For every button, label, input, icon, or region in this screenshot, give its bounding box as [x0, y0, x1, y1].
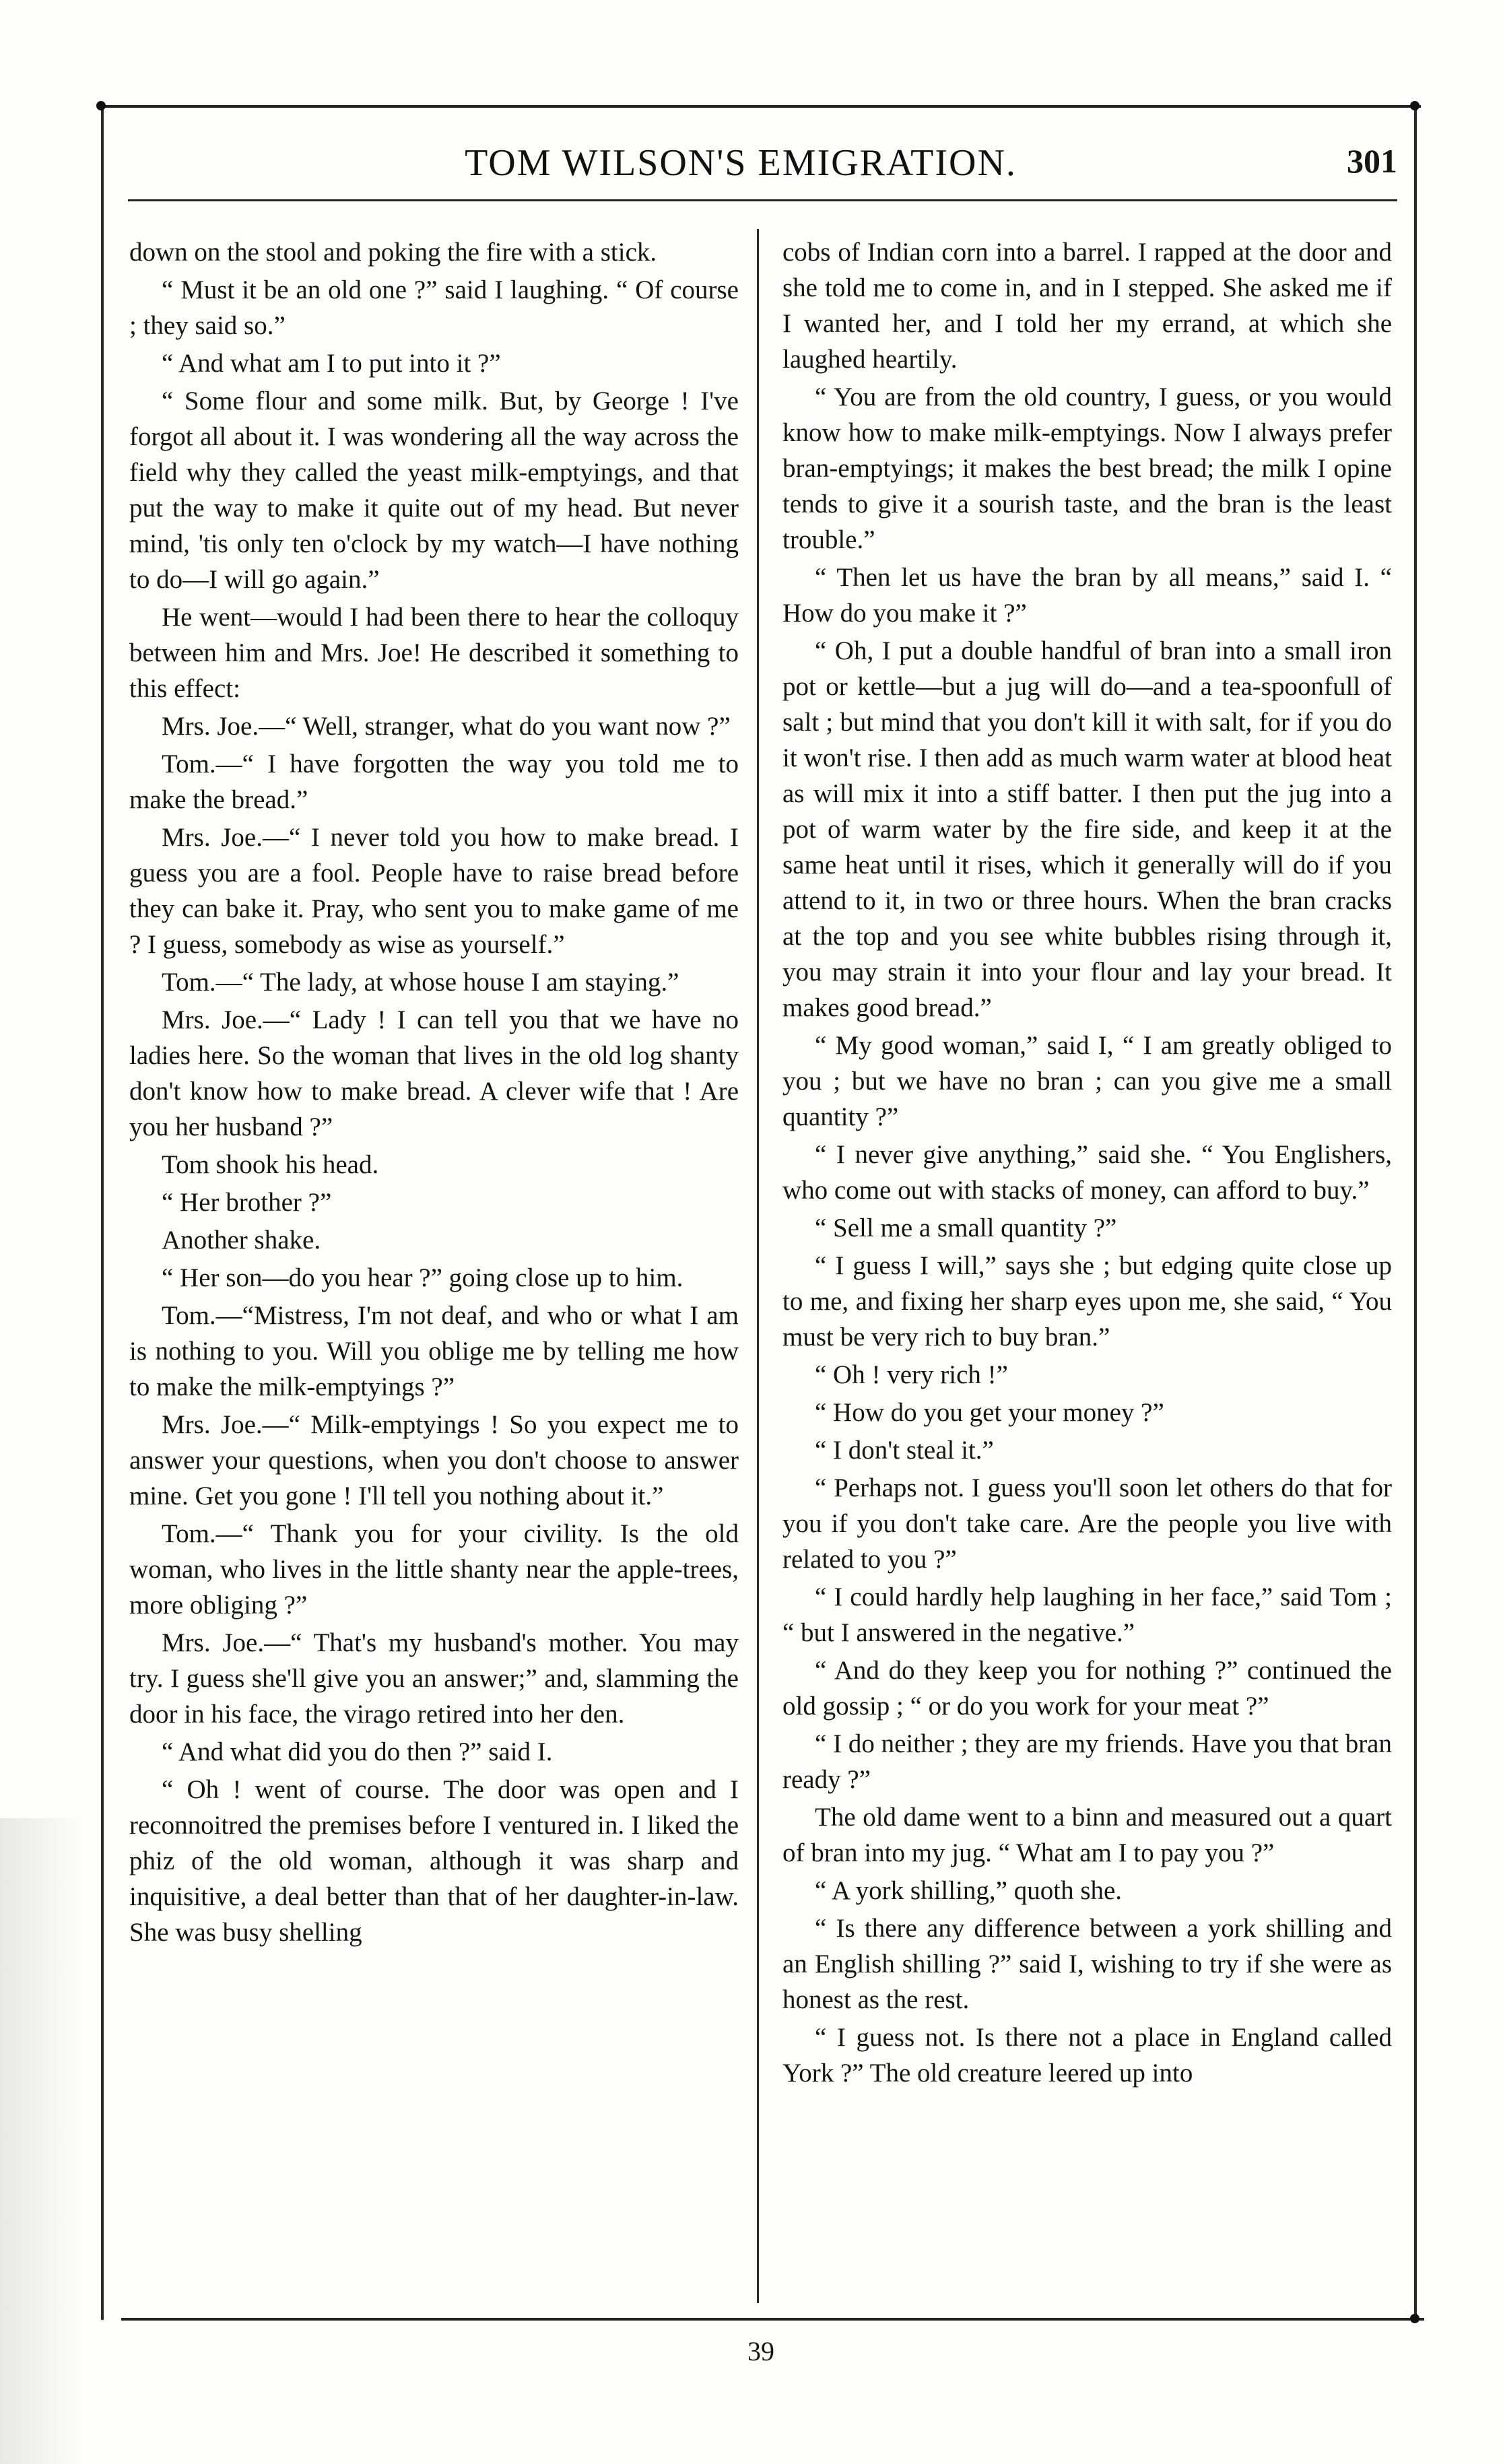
paragraph: “ I guess not. Is there not a place in England called York ?” The old creature leered up into — [782, 2023, 1392, 2088]
dialogue-paragraph: Mrs. Joe.—“ That's my husband's mother. You may try. I guess she'll give you an answer;” and, slamming the door in his face, the virago retired into her den. — [129, 1628, 739, 1729]
paragraph: “ You are from the old country, I guess, or you would know how to make milk-emptyings. Now I always prefer bran-emptyings; it makes the best bread; the milk I opine tends to give it a sourish taste, and the bran is the least trouble.” — [782, 382, 1392, 554]
paragraph: “ Some flour and some milk. But, by George ! I've forgot all about it. I was wondering all the way across the field why they called the yeast milk-emptyings, and that put the way to make it quite out of my head. But never mind, 'tis only ten o'clock by my watch—I have nothing to do—I will go again.” — [129, 387, 739, 594]
paragraph: “ Oh, I put a double handful of bran into a small iron pot or kettle—but a jug will do—and a tea-spoonfull of salt ; but mind that you don't kill it with salt, for if you do it won't rise. I then add as much warm water at blood heat as will mix it into a stiff batter. I then put the jug into a pot of warm water by the fire side, and keep it at the same heat until it rises, which it generally will do if you attend to it, in two or three hours. When the bran cracks at the top and you see white bubbles rising through it, you may strain it into your flour and lay your bread. It makes good bread.” — [782, 636, 1392, 1022]
paragraph: “ Is there any difference between a york shilling and an English shilling ?” said I, wishing to try if she were as honest as the rest. — [782, 1914, 1392, 2014]
corner-ornament — [96, 101, 106, 110]
paragraph: “ I guess I will,” says she ; but edging quite close up to me, and fixing her sharp eyes upon me, she said, “ You must be very rich to buy bran.” — [782, 1251, 1392, 1352]
paragraph: “ I never give anything,” said she. “ You Englishers, who come out with stacks of money, can afford to buy.” — [782, 1140, 1392, 1205]
dialogue-paragraph: Tom.—“ The lady, at whose house I am staying.” — [162, 968, 679, 997]
paragraph: Tom shook his head. — [162, 1150, 379, 1179]
paragraph: “ Must it be an old one ?” said I laughing. “ Of course ; they said so.” — [129, 275, 739, 340]
dialogue-paragraph: Mrs. Joe.—“ Lady ! I can tell you that we have no ladies here. So the woman that lives in the old log shanty don't know how to make bread. A clever wife that ! Are you her husband ?” — [129, 1005, 739, 1141]
paragraph: “ Her son—do you hear ?” going close up to him. — [162, 1263, 683, 1292]
paragraph: Another shake. — [162, 1226, 321, 1255]
paragraph: “ I could hardly help laughing in her face,” said Tom ; “ but I answered in the negative.” — [782, 1583, 1392, 1647]
dialogue-paragraph: Tom.—“ I have forgotten the way you told me to make the bread.” — [129, 750, 739, 814]
dialogue-paragraph: Tom.—“ Thank you for your civility. Is the old woman, who lives in the little shanty near the apple-trees, more obliging ?” — [129, 1519, 739, 1620]
top-border-rule — [98, 105, 1421, 108]
column-divider — [757, 229, 759, 2303]
page-number: 301 — [1347, 142, 1397, 180]
page-edge-shadow — [0, 1818, 81, 2464]
paragraph: “ I don't steal it.” — [815, 1436, 994, 1465]
paragraph: “ Her brother ?” — [162, 1188, 332, 1217]
paragraph: “ How do you get your money ?” — [815, 1398, 1164, 1427]
left-border-rule — [101, 108, 104, 2320]
paragraph: “ And do they keep you for nothing ?” continued the old gossip ; “ or do you work for your meat ?” — [782, 1656, 1392, 1721]
paragraph: “ Perhaps not. I guess you'll soon let others do that for you if you don't take care. Are the people you live with related to you ?” — [782, 1473, 1392, 1574]
paragraph: “ Sell me a small quantity ?” — [815, 1213, 1117, 1242]
corner-ornament — [1410, 2314, 1420, 2323]
paragraph: “ I do neither ; they are my friends. Have you that bran ready ?” — [782, 1729, 1392, 1794]
left-column — [129, 234, 739, 1952]
paragraph: “ My good woman,” said I, “ I am greatly obliged to you ; but we have no bran ; can you give me a small quantity ?” — [782, 1031, 1392, 1131]
dialogue-paragraph: Mrs. Joe.—“ I never told you how to make bread. I guess you are a fool. People have to raise bread before they can bake it. Pray, who sent you to make game of me ? I guess, somebody as wise as yourself.” — [129, 823, 739, 959]
paragraph: “ A york shilling,” quoth she. — [815, 1876, 1123, 1905]
paragraph: “ Then let us have the bran by all means,” said I. “ How do you make it ?” — [782, 563, 1392, 628]
dialogue-paragraph: Mrs. Joe.—“ Well, stranger, what do you want now ?” — [162, 712, 731, 741]
right-column — [782, 234, 1392, 2093]
paragraph: He went—would I had been there to hear the colloquy between him and Mrs. Joe! He described it something to this effect: — [129, 603, 739, 703]
paragraph: “ Oh ! went of course. The door was open and I reconnoitred the premises before I ventured in. I liked the phiz of the old woman, although it was sharp and inquisitive, a deal better than that of her daughter-in-law. She was busy shelling — [129, 1775, 739, 1947]
right-border-rule — [1414, 108, 1417, 2320]
paragraph: “ Oh ! very rich !” — [815, 1360, 1008, 1389]
paragraph: The old dame went to a binn and measured out a quart of bran into my jug. “ What am I to pay you ?” — [782, 1803, 1392, 1867]
bottom-border-rule — [121, 2318, 1424, 2321]
running-title: TOM WILSON'S EMIGRATION. — [465, 142, 1017, 184]
dialogue-paragraph: Mrs. Joe.—“ Milk-emptyings ! So you expect me to answer your questions, when you don't choose to answer mine. Get you gone ! I'll tell you nothing about it.” — [129, 1410, 739, 1510]
paragraph: down on the stool and poking the fire with a stick. — [129, 238, 657, 267]
corner-ornament — [1410, 101, 1420, 110]
paragraph: “ And what am I to put into it ?” — [162, 349, 501, 378]
dialogue-paragraph: Tom.—“Mistress, I'm not deaf, and who or what I am is nothing to you. Will you oblige me by telling me how to make the milk-emptyings ?” — [129, 1301, 739, 1401]
header-rule — [128, 199, 1397, 201]
signature-mark: 39 — [747, 2336, 774, 2366]
paragraph: cobs of Indian corn into a barrel. I rapped at the door and she told me to come in, and in I stepped. She asked me if I wanted her, and I told her my errand, at which she laughed heartily. — [782, 238, 1392, 374]
paragraph: “ And what did you do then ?” said I. — [162, 1737, 553, 1766]
